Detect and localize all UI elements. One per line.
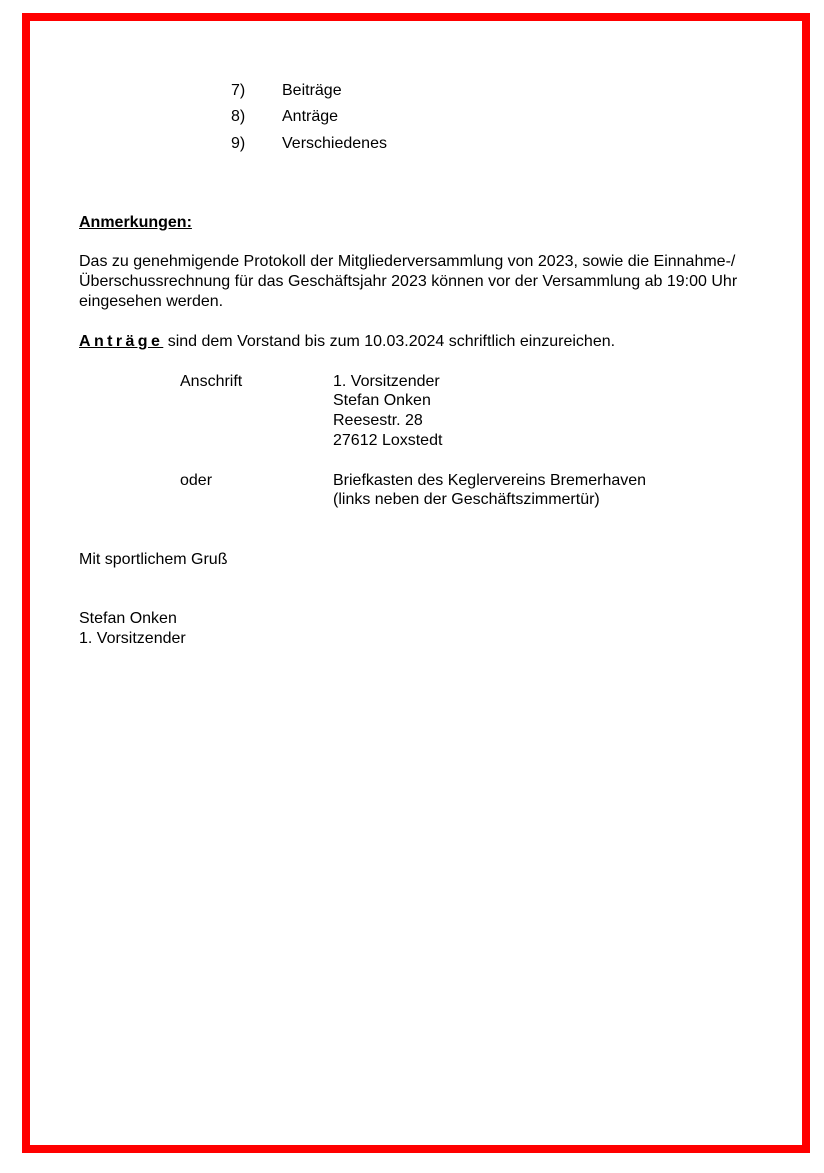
signature-title: 1. Vorsitzender <box>79 630 186 647</box>
signature-name: Stefan Onken <box>79 610 177 627</box>
alt-address-line: Briefkasten des Keglervereins Bremerhaven <box>333 472 647 489</box>
notes-heading: Anmerkungen: <box>79 214 192 231</box>
address-label: Anschrift <box>180 373 243 390</box>
antraege-emphasis: Anträge <box>79 333 164 350</box>
agenda-item-8-number: 8) <box>231 108 246 125</box>
antraege-text: sind dem Vorstand bis zum 10.03.2024 schriftlich einzureichen. <box>163 333 616 350</box>
alt-address-line: (links neben der Geschäftszimmertür) <box>333 491 600 508</box>
agenda-item-7-label: Beiträge <box>282 82 342 99</box>
address-line: Stefan Onken <box>333 392 431 409</box>
agenda-item-7-number: 7) <box>231 82 246 99</box>
agenda-item-9-number: 9) <box>231 135 246 152</box>
agenda-item-9-label: Verschiedenes <box>282 135 387 152</box>
agenda-item-8-label: Anträge <box>282 108 339 125</box>
notes-paragraph: Das zu genehmigende Protokoll der Mitgliederversammlung von 2023, sowie die Einnahme-/Überschussrechnung für das Geschäftsjahr 2023 können vor der Versammlung ab 19:00 Uhr eingesehen werden. <box>79 253 738 310</box>
address-line: 1. Vorsitzender <box>333 373 440 390</box>
address-line: Reesestr. 28 <box>333 412 423 429</box>
closing-greeting: Mit sportlichem Gruß <box>79 551 228 568</box>
alt-address-label: oder <box>180 472 213 489</box>
page-border <box>22 13 810 1153</box>
antraege-sentence <box>79 332 615 352</box>
address-line: 27612 Loxstedt <box>333 432 443 449</box>
